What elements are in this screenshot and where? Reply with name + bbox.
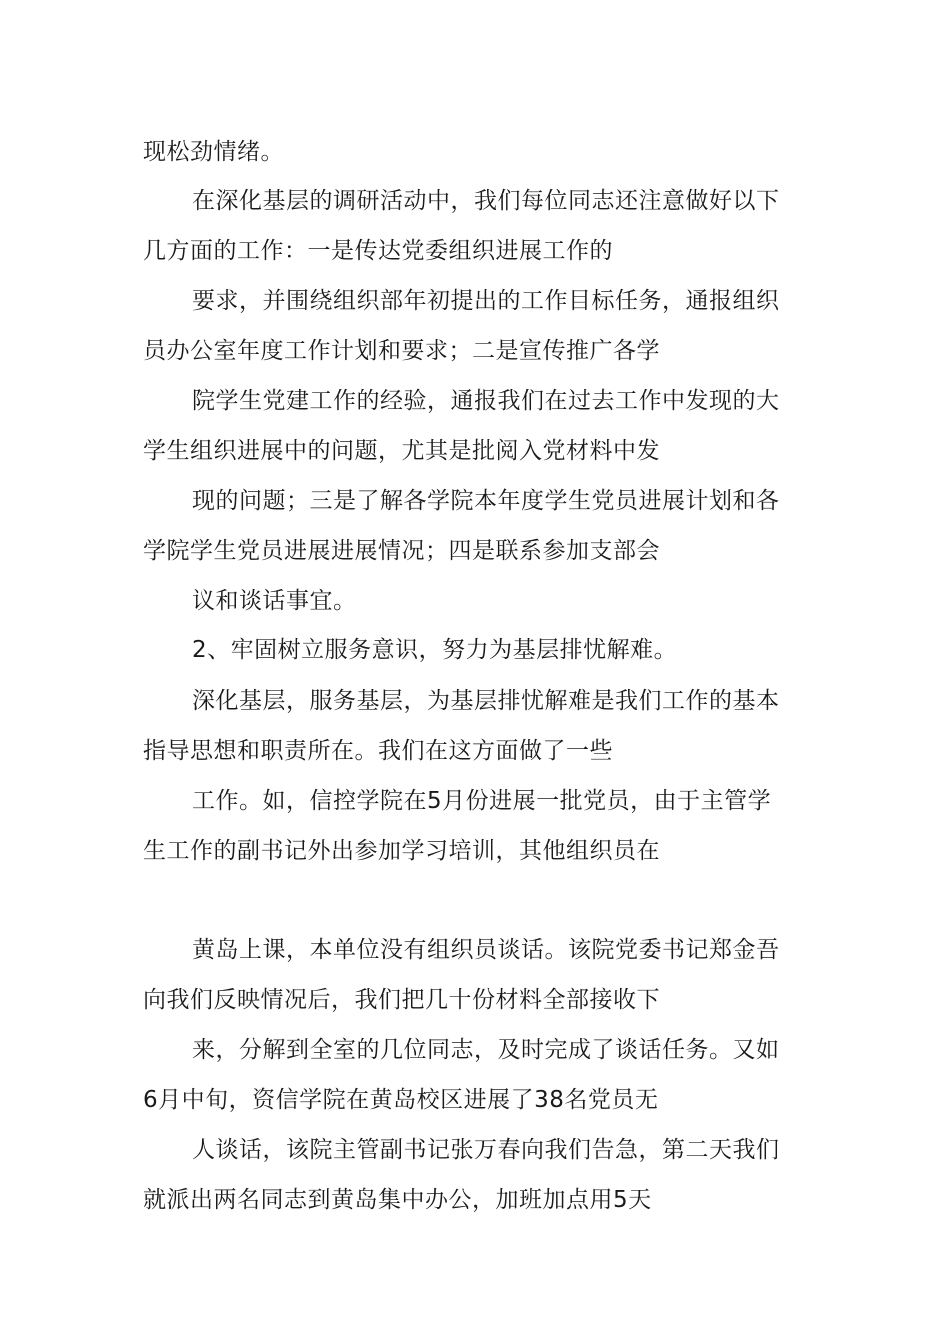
text-line: 院学生党建工作的经验，通报我们在过去工作中发现的大 bbox=[192, 388, 780, 414]
text-line: 议和谈话事宜。 bbox=[192, 588, 357, 614]
text-line: 员办公室年度工作计划和要求；二是宣传推广各学 bbox=[143, 338, 660, 364]
text-line: 要求，并围绕组织部年初提出的工作目标任务，通报组织 bbox=[192, 288, 780, 314]
text-line: 指导思想和职责所在。我们在这方面做了一些 bbox=[143, 738, 613, 764]
text-line: 就派出两名同志到黄岛集中办公，加班加点用5天 bbox=[143, 1187, 652, 1213]
text-line: 向我们反映情况后，我们把几十份材料全部接收下 bbox=[143, 987, 660, 1013]
section-heading: 2、牢固树立服务意识，努力为基层排忧解难。 bbox=[192, 637, 678, 663]
text-line: 深化基层，服务基层，为基层排忧解难是我们工作的基本 bbox=[192, 688, 780, 714]
text-line: 生工作的副书记外出参加学习培训，其他组织员在 bbox=[143, 838, 660, 864]
text-line: 在深化基层的调研活动中，我们每位同志还注意做好以下 bbox=[192, 188, 780, 214]
text-line: 工作。如，信控学院在5月份进展一批党员，由于主管学 bbox=[192, 788, 772, 814]
text-line: 人谈话，该院主管副书记张万春向我们告急，第二天我们 bbox=[192, 1137, 780, 1163]
text-line: 6月中旬，资信学院在黄岛校区进展了38名党员无 bbox=[143, 1087, 659, 1113]
text-line: 学院学生党员进展进展情况；四是联系参加支部会 bbox=[143, 538, 660, 564]
text-line: 现松劲情绪。 bbox=[143, 139, 284, 165]
text-line: 现的问题；三是了解各学院本年度学生党员进展计划和各 bbox=[192, 488, 780, 514]
text-line: 来，分解到全室的几位同志，及时完成了谈话任务。又如 bbox=[192, 1037, 780, 1063]
text-line: 黄岛上课，本单位没有组织员谈话。该院党委书记郑金吾 bbox=[192, 937, 780, 963]
text-line: 几方面的工作：一是传达党委组织进展工作的 bbox=[143, 238, 613, 264]
text-line: 学生组织进展中的问题，尤其是批阅入党材料中发 bbox=[143, 438, 660, 464]
